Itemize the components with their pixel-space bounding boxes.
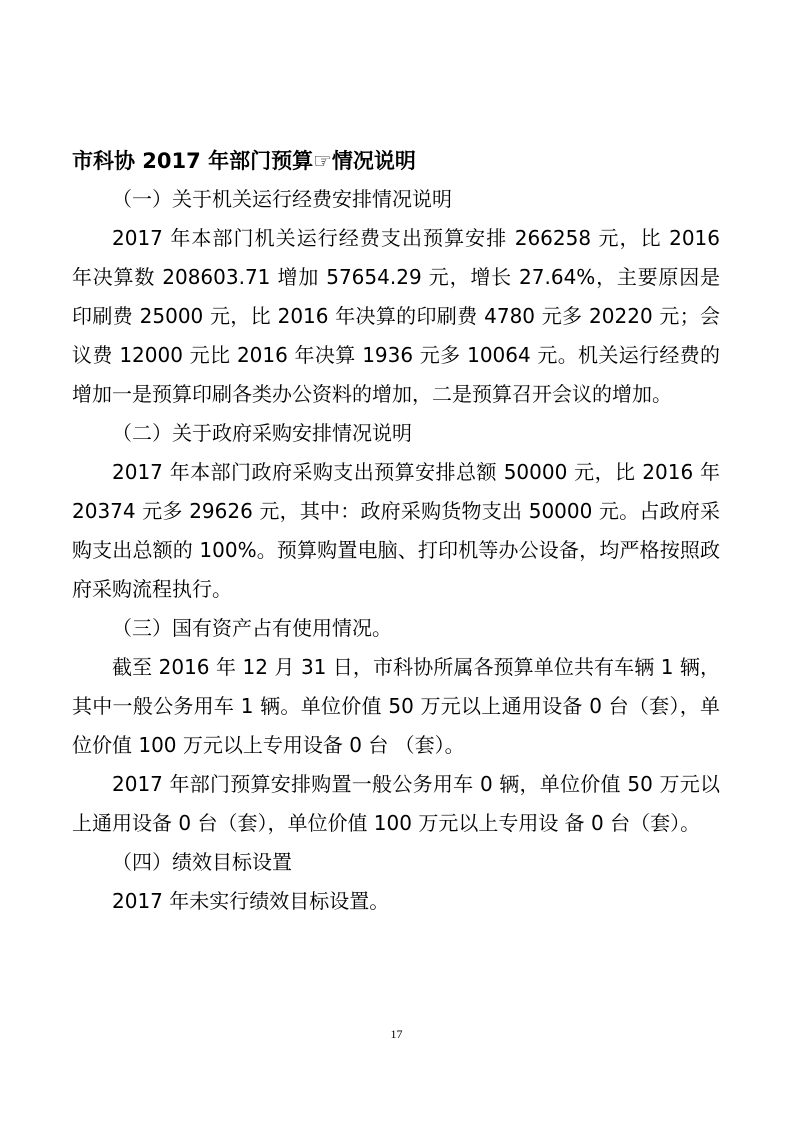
section-heading-4: （四）绩效目标设置 [112,850,292,874]
paragraph-government-procurement: 2017 年本部门政府采购支出预算安排总额 50000 元，比 2016 年 20374 元多 29626 元，其中：政府采购货物支出 50000 元。占政府采购支出总额的 100%。预算购置电脑、打印机等办公设备，均严格按照政府采购流程执行。 [72,460,720,601]
page-number: 17 [390,1027,403,1041]
section-heading-1: （一）关于机关运行经费安排情况说明 [112,187,452,211]
paragraph-assets-budget: 2017 年部门预算安排购置一般公务用车 0 辆，单位价值 50 万元以上通用设备 0 台（套），单位价值 100 万元以上专用设 备 0 台（套）。 [72,772,720,835]
section-heading-2: （二）关于政府采购安排情况说明 [112,421,412,445]
paragraph-performance-targets: 2017 年未实行绩效目标设置。 [112,889,390,913]
paragraph-operating-expenses: 2017 年本部门机关运行经费支出预算安排 266258 元，比 2016 年决算数 208603.71 增加 57654.29 元，增长 27.64%，主要原因是印刷费 25000 元，比 2016 年决算的印刷费 4780 元多 20220 元；会议费 12000 元比 2016 年决算 1936 元多 10064 元。机关运行经费的增加一是预算印刷各类办公资料的增加，二是预算召开会议的增加。 [72,226,720,406]
paragraph-assets-status: 截至 2016 年 12 月 31 日，市科协所属各预算单位共有车辆 1 辆，其中一般公务用车 1 辆。单位价值 50 万元以上通用设备 0 台（套），单位价值 100 万元以上专用设备 0 台 （套）。 [72,655,720,757]
section-heading-3: （三）国有资产占有使用情况。 [112,616,392,640]
document-body [72,180,720,921]
document-title: 市科协 2017 年部门预算☞情况说明 [72,149,416,173]
